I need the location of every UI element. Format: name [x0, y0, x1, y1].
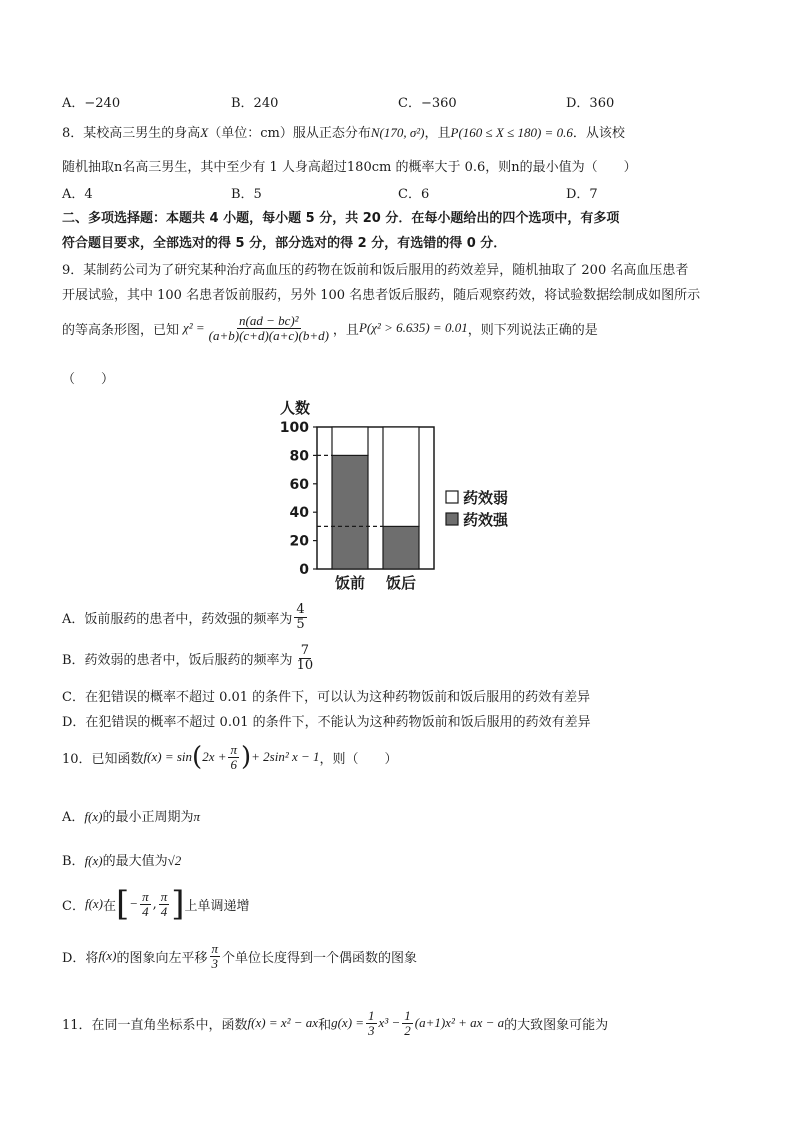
- q10-option-c-text2: 上单调递增: [184, 898, 250, 914]
- q9-prob: P(χ² > 6.635) = 0.01: [358, 320, 468, 336]
- q11-one-third: [366, 1009, 377, 1037]
- q9-chi-lhs: χ² =: [183, 320, 205, 336]
- y-tick-label: 100: [279, 420, 309, 436]
- q9-answer-paren: （ ）: [62, 372, 115, 387]
- q11-one-a: 1: [368, 1008, 375, 1023]
- q9-option-c[interactable]: C．在犯错误的概率不超过 0.01 的条件下，可以认为这种药物饭前和饭后服用的药效有差异: [62, 690, 591, 705]
- q10-option-d[interactable]: [62, 942, 417, 970]
- q10-option-a-fx: f(x): [84, 809, 103, 824]
- q10-func: f(x) = sin: [143, 749, 193, 764]
- q10-paren-left: (: [192, 742, 203, 772]
- bar-strong-1: [383, 526, 419, 569]
- q11-three: 3: [368, 1022, 375, 1038]
- chart-legend: [446, 489, 509, 529]
- q10-option-b-value: √2: [167, 853, 182, 868]
- q8-var-x: X: [200, 125, 209, 140]
- q9-option-b[interactable]: [62, 644, 317, 672]
- q9-option-a[interactable]: [62, 603, 309, 631]
- q10-option-c-bracket-right: ]: [171, 884, 185, 924]
- q8-stem-line2: 随机抽取n名高三男生，其中至少有 1 人身高超过180cm 的概率大于 0.6，则n的最小值为（ ）: [62, 160, 637, 175]
- q10-option-c-four2: 4: [160, 903, 168, 919]
- q10-option-a-pi: π: [193, 809, 200, 824]
- q10-option-b-label: B．: [62, 854, 85, 869]
- q11-g-a: g(x) =: [331, 1015, 365, 1031]
- q10-option-b-text: 的最大值为: [102, 854, 168, 869]
- q8-text-a: 8．某校高三男生的身高: [62, 126, 201, 141]
- q10-option-a-label: A．: [62, 810, 85, 825]
- y-tick-label: 0: [299, 562, 309, 578]
- q10-option-c-pi1: π: [142, 888, 149, 904]
- q11-f: f(x) = x² − ax: [247, 1015, 319, 1031]
- x-tick-label: 饭后: [385, 574, 417, 592]
- q10-option-c-minus: −: [129, 896, 139, 911]
- q10-option-b[interactable]: [62, 850, 181, 869]
- q11-and: 和: [318, 1017, 332, 1033]
- q10-option-d-three: 3: [211, 955, 218, 971]
- q10-option-c-pi2: π: [160, 888, 168, 904]
- bar-strong-0: [332, 455, 368, 569]
- q10-option-c-four1: 4: [142, 903, 149, 919]
- q10-option-c-comma: ,: [152, 896, 157, 912]
- q7-option-c[interactable]: C．−360: [398, 96, 457, 111]
- q10-option-d-pi: π: [211, 941, 219, 956]
- q10-text-b: + 2sin² x − 1: [251, 749, 320, 764]
- q10-pi-over-6: [228, 743, 239, 771]
- q9-option-b-text: B．药效弱的患者中，饭后服药的频率为: [62, 652, 293, 668]
- q11-one-half: [402, 1009, 413, 1037]
- q11-one-b: 1: [404, 1008, 411, 1023]
- q11-g-c: (a+1)x² + ax − a: [414, 1015, 505, 1031]
- q8-normal: N(170, σ²): [370, 125, 425, 140]
- q8-stem-line1: [62, 122, 625, 141]
- q8-option-c[interactable]: C．6: [398, 187, 430, 202]
- section2-heading-line1: 二、多项选择题：本题共 4 小题，每小题 5 分，共 20 分．在每小题给出的四个选项中，有多项: [62, 211, 620, 226]
- q11-g-b: x³ −: [378, 1015, 401, 1031]
- q10-option-d-fx: f(x): [98, 948, 117, 964]
- q10-option-c[interactable]: [62, 884, 250, 924]
- x-tick-label: 饭前: [334, 574, 366, 592]
- q9-stem-line1: 9．某制药公司为了研究某种治疗高血压的药物在饭前和饭后服用的药效差异，随机抽取了 200 名高血压患者: [62, 263, 689, 278]
- q9-option-a-den: 5: [296, 616, 305, 632]
- q9-option-b-den: 10: [296, 657, 314, 673]
- q10-option-a[interactable]: [62, 806, 200, 825]
- q8-text-d: ．从该校: [572, 126, 625, 141]
- q10-stem: [62, 742, 398, 772]
- q9-chart: [260, 395, 550, 595]
- q9-text-b: ，且: [332, 322, 359, 338]
- q7-option-a[interactable]: A．−240: [62, 96, 121, 111]
- q10-pi: π: [230, 741, 237, 757]
- q9-stem-line3: [62, 314, 598, 342]
- q8-text-b: （单位：cm）服从正态分布: [208, 126, 371, 141]
- legend-label: 药效弱: [463, 489, 509, 507]
- q10-option-d-text2: 个单位长度得到一个偶函数的图象: [222, 950, 418, 966]
- q10-option-c-bracket-left: [: [116, 884, 130, 924]
- legend-label: 药效强: [463, 511, 509, 529]
- q9-text-a: 的等高条形图，已知: [62, 322, 180, 338]
- q10-text-a: 10．已知函数: [62, 751, 144, 767]
- q9-option-a-fraction: [294, 603, 306, 631]
- q8-option-a[interactable]: A．4: [62, 187, 93, 202]
- q11-text-b: 的大致图象可能为: [504, 1017, 609, 1033]
- q11-text-a: 11．在同一直角坐标系中，函数: [62, 1017, 248, 1033]
- q10-option-c-label: C．: [62, 898, 85, 914]
- q9-stem-line2: 开展试验，其中 100 名患者饭前服药，另外 100 名患者饭后服药，随后观察药效，将试验数据绘制成如图所示: [62, 288, 701, 303]
- q10-option-b-fx: f(x): [84, 853, 103, 868]
- bar-weak-0: [332, 427, 368, 455]
- q9-option-b-fraction: [295, 644, 316, 672]
- chart-plot-area: [280, 420, 434, 592]
- q9-option-d[interactable]: D．在犯错误的概率不超过 0.01 的条件下，不能认为这种药物饭前和饭后服用的药效有差异: [62, 715, 591, 730]
- q10-option-c-frac1: [140, 890, 151, 918]
- q9-text-c: ，则下列说法正确的是: [467, 322, 598, 338]
- y-tick-label: 40: [289, 505, 309, 522]
- bar-weak-1: [383, 427, 419, 526]
- q9-option-a-text: A．饭前服药的患者中，药效强的频率为: [62, 611, 293, 627]
- q8-option-d[interactable]: D．7: [566, 187, 598, 202]
- q10-six: 6: [230, 756, 237, 772]
- q10-option-d-text: 的图象向左平移: [116, 950, 208, 966]
- q10-text-c: ，则（ ）: [319, 751, 398, 767]
- q8-prob: P(160 ≤ X ≤ 180) = 0.6: [450, 125, 573, 140]
- legend-swatch: [446, 491, 458, 503]
- y-tick-label: 60: [289, 476, 309, 493]
- chart-ylabel: 人数: [280, 399, 311, 417]
- q10-option-d-label: D．将: [62, 950, 99, 966]
- q11-two: 2: [404, 1022, 411, 1038]
- q11-stem: [62, 1009, 608, 1037]
- q9-chi-denominator: (a+b)(c+d)(a+c)(b+d): [208, 327, 329, 343]
- q9-option-b-num: 7: [300, 643, 309, 658]
- q9-chi-formula: [207, 314, 331, 342]
- q8-option-b[interactable]: B．5: [231, 187, 262, 202]
- q7-option-b[interactable]: B．240: [231, 96, 279, 111]
- q7-option-d[interactable]: D．360: [566, 96, 615, 111]
- q9-option-a-num: 4: [296, 602, 305, 617]
- q10-option-d-frac: [210, 942, 221, 970]
- q10-paren-right: ): [241, 742, 252, 772]
- section2-heading-line2: 符合题目要求，全部选对的得 5 分，部分选对的得 2 分，有选错的得 0 分．: [62, 236, 507, 251]
- legend-swatch: [446, 513, 458, 525]
- q9-chi-numerator: n(ad − bc)²: [238, 313, 299, 328]
- q10-option-c-text: 在: [103, 898, 117, 914]
- y-tick-label: 20: [289, 533, 309, 550]
- q8-text-c: ，且: [424, 126, 451, 141]
- q10-option-c-frac2: [159, 890, 170, 918]
- y-tick-label: 80: [289, 448, 309, 465]
- q10-option-a-text: 的最小正周期为: [102, 810, 194, 825]
- q10-inner: 2x +: [202, 749, 227, 764]
- q10-option-c-fx: f(x): [84, 896, 103, 911]
